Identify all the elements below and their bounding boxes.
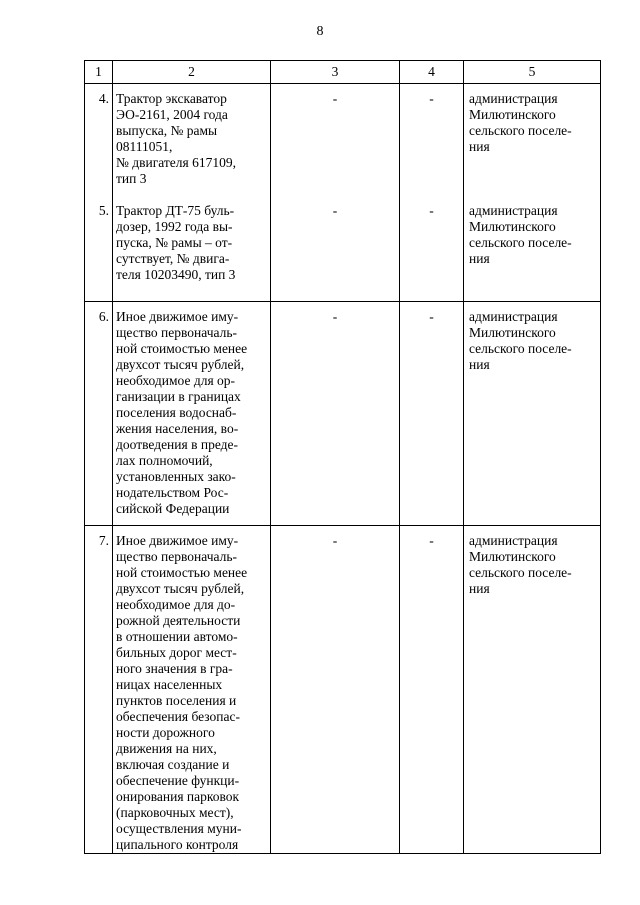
col4-value: -	[429, 203, 434, 218]
item-number-cell	[85, 84, 113, 302]
col3-value: -	[332, 91, 338, 106]
item-description-cell	[113, 526, 271, 854]
property-table	[84, 60, 601, 854]
col3-value: -	[332, 533, 338, 548]
item-number: 7.	[98, 533, 109, 548]
header-cell-1: 1	[85, 61, 113, 84]
owner-cell	[464, 526, 601, 854]
owner-text: администрация Милютинского сельского поселе- ния	[469, 533, 572, 596]
col4-value: -	[429, 309, 434, 324]
owner-cell	[464, 302, 601, 526]
col4-cell	[400, 302, 464, 526]
item-number: 6.	[98, 309, 109, 324]
item-description: Трактор ДТ-75 буль- дозер, 1992 года вы- пуска, № рамы – от- сутствует, № двига- теля 10203490, тип 3	[116, 203, 236, 282]
item-description-cell	[113, 302, 271, 526]
col3-cell	[271, 526, 400, 854]
item-description: Иное движимое иму- щество первоначаль- ной стоимостью менее двухсот тысяч рублей, необходимое для ор- ганизации в границах поселения водоснаб- жения населения, во- доотведения в преде- лах полномочий, установленных зако- нодательством Рос- сийской Федерации	[116, 309, 248, 516]
table-row	[85, 302, 601, 526]
col4-value: -	[429, 91, 434, 106]
owner-cell	[464, 84, 601, 302]
item-description: Иное движимое иму- щество первоначаль- ной стоимостью менее двухсот тысяч рублей, необходимое для до- рожной деятельности в отношении автомо- бильных дорог мест- ного значения в гра- ницах населенных пунктов поселения и обеспечения безопас- ности дорожного движения на них, включая создание и обеспечение функци- онирования парковок (парковочных мест), осуществления муни- ципального контроля	[116, 533, 248, 852]
item-number: 5.	[98, 203, 109, 218]
item-number-cell	[85, 302, 113, 526]
col4-value: -	[429, 533, 434, 548]
item-description-cell	[113, 84, 271, 302]
col3-cell	[271, 302, 400, 526]
table-row	[85, 526, 601, 854]
owner-text: администрация Милютинского сельского поселе- ния	[469, 203, 572, 266]
item-description: Трактор экскаватор ЭО-2161, 2004 года выпуска, № рамы 08111051, № двигателя 617109, тип 3	[116, 91, 236, 186]
table-header-row	[85, 61, 601, 84]
item-number-cell	[85, 526, 113, 854]
page-number: 8	[316, 24, 324, 39]
item-number: 4.	[98, 91, 109, 106]
owner-text: администрация Милютинского сельского поселе- ния	[469, 309, 572, 372]
col3-value: -	[332, 203, 338, 218]
header-cell-3: 3	[271, 61, 400, 84]
col3-cell	[271, 84, 400, 302]
header-cell-4: 4	[400, 61, 464, 84]
header-cell-2: 2	[113, 61, 271, 84]
col3-value: -	[332, 309, 338, 324]
owner-text: администрация Милютинского сельского поселе- ния	[469, 91, 572, 154]
header-cell-5: 5	[464, 61, 601, 84]
table-row	[85, 84, 601, 302]
col4-cell	[400, 84, 464, 302]
col4-cell	[400, 526, 464, 854]
